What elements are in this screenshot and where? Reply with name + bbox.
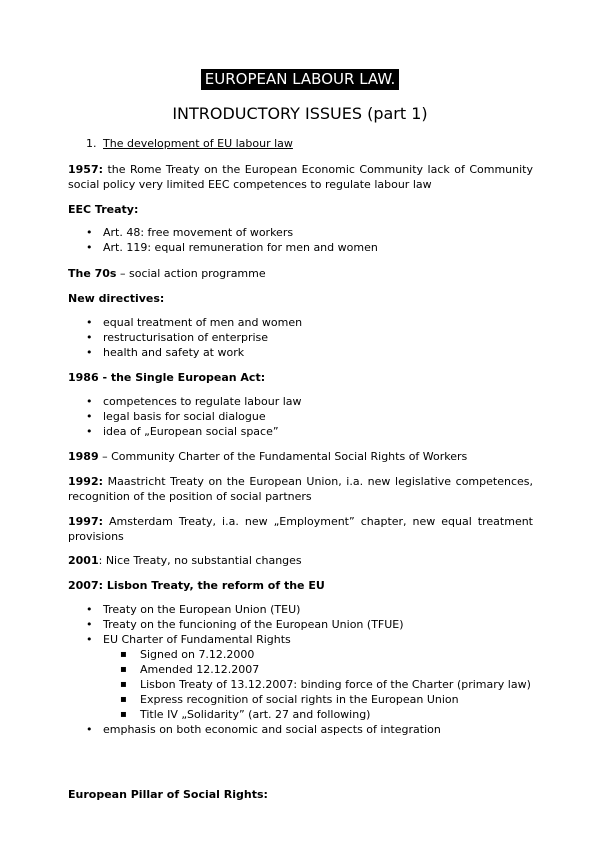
paragraph-text: Maastricht Treaty on the European Union, i.a. new legislative competences, recognition of the position of social partners bbox=[68, 475, 533, 503]
lisbon-heading bbox=[68, 578, 533, 593]
list-item: • Art. 119: equal remuneration for men and women bbox=[68, 240, 533, 255]
list-item: • health and safety at work bbox=[68, 345, 533, 360]
eec-heading bbox=[68, 202, 533, 217]
lisbon-list bbox=[68, 602, 533, 647]
section-heading-text: The development of EU labour law bbox=[103, 137, 293, 150]
charter-sublist bbox=[68, 647, 533, 722]
list-item: • Art. 48: free movement of workers bbox=[68, 225, 533, 240]
list-item: • restructurisation of enterprise bbox=[68, 330, 533, 345]
list-item: • emphasis on both economic and social aspects of integration bbox=[68, 722, 533, 737]
year-label: 1992: bbox=[68, 475, 104, 488]
period-label: The 70s bbox=[68, 267, 117, 280]
sea-list-block bbox=[68, 394, 533, 439]
eec-list-block bbox=[68, 225, 533, 255]
list-item: • competences to regulate labour law bbox=[68, 394, 533, 409]
sub-list-item: ▪ Signed on 7.12.2000 bbox=[68, 647, 533, 662]
year-label: 1957: bbox=[68, 163, 104, 176]
year-label: 2001 bbox=[68, 554, 99, 567]
eec-heading-text: EEC Treaty: bbox=[68, 203, 139, 216]
sub-list-item: ▪ Express recognition of social rights in the European Union bbox=[68, 692, 533, 707]
year-label: 1997: bbox=[68, 515, 104, 528]
lisbon-list-tail bbox=[68, 722, 533, 737]
paragraph-1992 bbox=[68, 474, 533, 504]
pillar-heading bbox=[68, 787, 533, 802]
paragraph-1989 bbox=[68, 449, 533, 464]
sea-list bbox=[68, 394, 533, 439]
list-item: • Treaty on the funcioning of the European Union (TFUE) bbox=[68, 617, 533, 632]
directives-heading-text: New directives: bbox=[68, 292, 165, 305]
sea-heading bbox=[68, 370, 533, 385]
title-wrap bbox=[0, 69, 600, 90]
directives-list-block bbox=[68, 315, 533, 360]
lisbon-list-block bbox=[68, 602, 533, 737]
sub-list-item: ▪ Lisbon Treaty of 13.12.2007: binding force of the Charter (primary law) bbox=[68, 677, 533, 692]
year-label: 1989 bbox=[68, 450, 99, 463]
lisbon-heading-text: 2007: Lisbon Treaty, the reform of the EU bbox=[68, 579, 325, 592]
paragraph-1997 bbox=[68, 514, 533, 544]
list-item: • legal basis for social dialogue bbox=[68, 409, 533, 424]
document-title: EUROPEAN LABOUR LAW. bbox=[201, 69, 399, 90]
paragraph-70s bbox=[68, 266, 533, 281]
sub-list-item: ▪ Amended 12.12.2007 bbox=[68, 662, 533, 677]
numbered-list bbox=[68, 136, 533, 151]
paragraph-text: the Rome Treaty on the European Economic Community lack of Community social policy very limited EEC competences to regulate labour law bbox=[68, 163, 533, 191]
paragraph-text: : Nice Treaty, no substantial changes bbox=[98, 554, 302, 567]
pillar-heading-text: European Pillar of Social Rights: bbox=[68, 788, 268, 801]
sub-list-item: ▪ Title IV „Solidarity” (art. 27 and following) bbox=[68, 707, 533, 722]
list-item: • Treaty on the European Union (TEU) bbox=[68, 602, 533, 617]
paragraph-text: Amsterdam Treaty, i.a. new „Employment” chapter, new equal treatment provisions bbox=[68, 515, 533, 543]
sea-heading-text: 1986 - the Single European Act: bbox=[68, 371, 266, 384]
paragraph-1957 bbox=[68, 162, 533, 192]
section-heading bbox=[68, 136, 533, 151]
section-heading-block bbox=[68, 136, 533, 151]
document-subtitle: INTRODUCTORY ISSUES (part 1) bbox=[172, 104, 428, 123]
section-number: 1. bbox=[86, 137, 97, 150]
paragraph-2001 bbox=[68, 553, 533, 568]
eec-list bbox=[68, 225, 533, 255]
paragraph-text: – social action programme bbox=[116, 267, 266, 280]
paragraph-text: – Community Charter of the Fundamental Social Rights of Workers bbox=[98, 450, 468, 463]
directives-list bbox=[68, 315, 533, 360]
list-item: • idea of „European social space” bbox=[68, 424, 533, 439]
directives-heading bbox=[68, 291, 533, 306]
list-item: • equal treatment of men and women bbox=[68, 315, 533, 330]
list-item: • EU Charter of Fundamental Rights bbox=[68, 632, 533, 647]
